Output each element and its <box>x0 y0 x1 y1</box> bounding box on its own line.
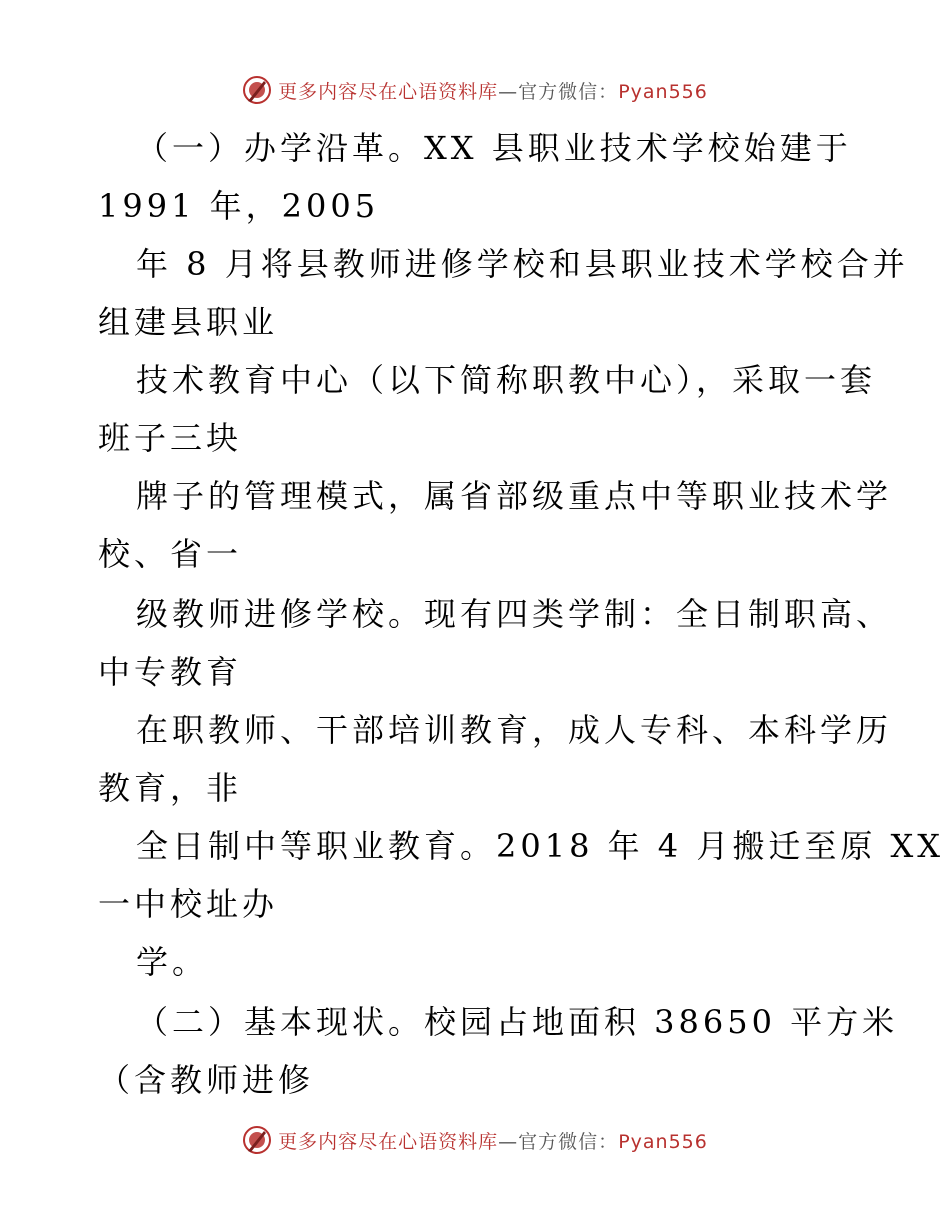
quill-logo-icon <box>242 1125 272 1155</box>
text-line: 学。 <box>136 943 209 981</box>
text-line: 教育，非 <box>98 769 243 807</box>
header-watermark-banner <box>0 70 950 110</box>
text-line: 组建县职业 <box>98 303 279 341</box>
banner-dash: — <box>498 80 519 103</box>
banner-text <box>278 1127 708 1154</box>
text-line: 中专教育 <box>98 653 243 691</box>
text-line: 1991 年，2005 <box>98 187 380 225</box>
text-line: （一）办学沿革。XX 县职业技术学校始建于 <box>136 129 852 167</box>
banner-inner <box>242 75 708 105</box>
banner-inner <box>242 1125 708 1155</box>
text-line: 牌子的管理模式，属省部级重点中等职业技术学 <box>136 477 893 515</box>
quill-logo-icon <box>242 75 272 105</box>
text-line: （二）基本现状。校园占地面积 38650 平方米 <box>136 1003 899 1041</box>
text-line: （含教师进修 <box>98 1061 315 1099</box>
banner-official-label: 官方微信： <box>518 1130 619 1153</box>
banner-official-label: 官方微信： <box>518 80 619 103</box>
banner-dash: — <box>498 1130 519 1153</box>
text-line: 班子三块 <box>98 419 243 457</box>
text-line: 校、省一 <box>98 535 243 573</box>
text-line: 全日制中等职业教育。2018 年 4 月搬迁至原 XX <box>136 827 945 865</box>
text-line: 年 8 月将县教师进修学校和县职业技术学校合并 <box>136 245 909 283</box>
text-line: 级教师进修学校。现有四类学制：全日制职高、 <box>136 595 893 633</box>
text-line: 一中校址办 <box>98 885 279 923</box>
banner-wechat-id: Pyan556 <box>618 80 708 103</box>
text-line: 在职教师、干部培训教育，成人专科、本科学历 <box>136 711 893 749</box>
banner-main-text: 更多内容尽在心语资料库 <box>278 80 499 103</box>
banner-main-text: 更多内容尽在心语资料库 <box>278 1130 499 1153</box>
footer-watermark-banner <box>0 1120 950 1160</box>
banner-wechat-id: Pyan556 <box>618 1130 708 1153</box>
text-line: 技术教育中心（以下简称职教中心），采取一套 <box>136 361 877 399</box>
banner-text <box>278 77 708 104</box>
